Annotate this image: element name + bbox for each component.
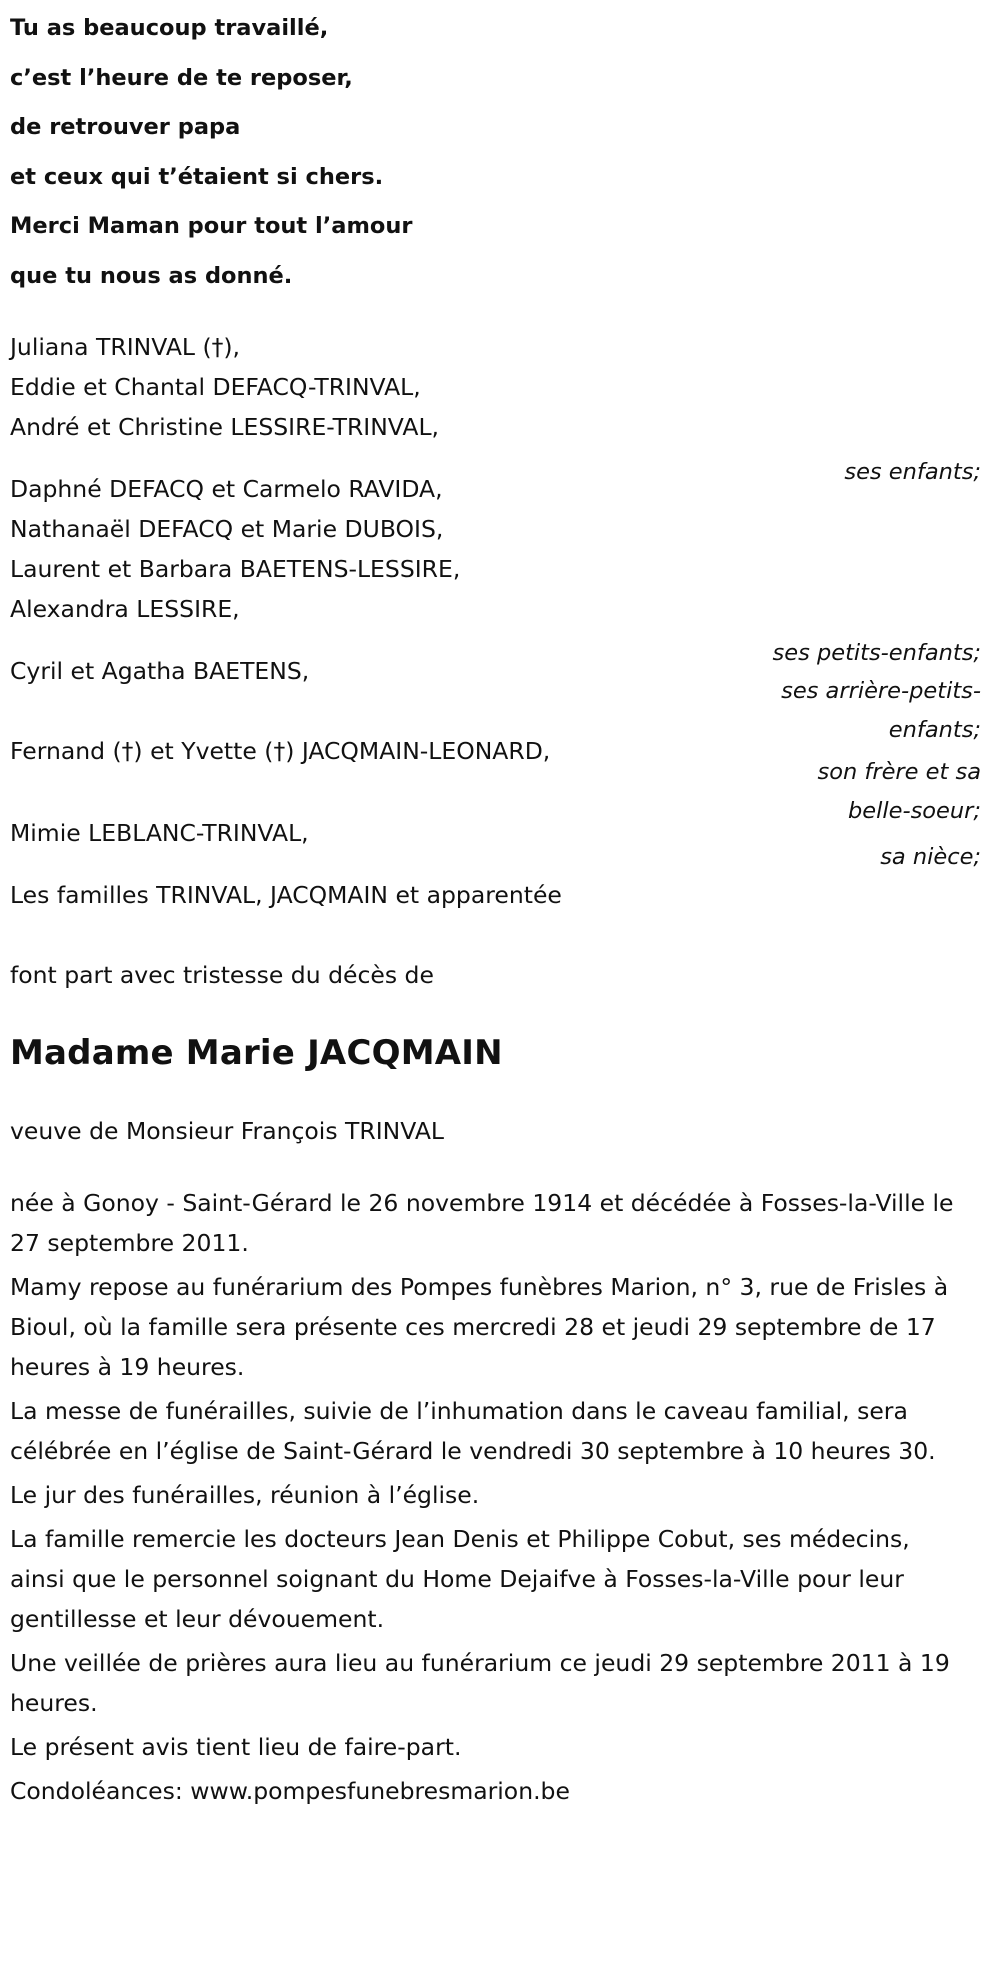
widow-of-text: veuve de Monsieur François TRINVAL xyxy=(10,1117,444,1145)
poem-line: Tu as beaucoup travaillé, xyxy=(10,15,329,41)
relationship-label-line: ses arrière-petits- xyxy=(781,678,981,704)
announcement-text: font part avec tristesse du décès de xyxy=(10,961,434,989)
relationship-label: ses petits-enfants; xyxy=(772,640,981,666)
poem-line: de retrouver papa xyxy=(10,114,241,140)
notice-paragraph: Le présent avis tient lieu de faire-part. xyxy=(10,1733,462,1761)
grandchildren-group xyxy=(10,469,1000,666)
condolences-paragraph: Condoléances: www.pompesfunebresmarion.be xyxy=(10,1777,570,1805)
obituary-notice xyxy=(0,4,1000,1982)
poem-line: c’est l’heure de te reposer, xyxy=(10,64,353,91)
details xyxy=(10,1183,1000,1811)
siblings-group xyxy=(10,731,1000,824)
families-line: Les familles TRINVAL, JACQMAIN et apparentée xyxy=(10,881,562,909)
poem-line: Merci Maman pour tout l’amour xyxy=(10,213,413,239)
family-member: Laurent et Barbara BAETENS-LESSIRE, xyxy=(10,555,461,583)
family-list xyxy=(10,327,1000,915)
meeting-paragraph: Le jur des funérailles, réunion à l’église. xyxy=(10,1481,480,1509)
children-group xyxy=(10,327,1000,485)
mass-paragraph: La messe de funérailles, suivie de l’inhumation dans le caveau familial, sera célébrée en l’église de Saint-Gérard le vendredi 30 septembre à 10 heures 30. xyxy=(10,1397,936,1465)
niece-group xyxy=(10,813,1000,875)
deceased-name: Madame Marie JACQMAIN xyxy=(10,1033,503,1073)
family-member: Eddie et Chantal DEFACQ-TRINVAL, xyxy=(10,373,421,401)
relationship-label-line: son frère et sa xyxy=(817,759,981,785)
relationship-label: sa nièce; xyxy=(880,844,981,870)
relationship-label: ses enfants; xyxy=(844,459,981,485)
family-member: Mimie LEBLANC-TRINVAL, xyxy=(10,819,309,847)
family-member: André et Christine LESSIRE-TRINVAL, xyxy=(10,413,440,441)
thanks-paragraph: La famille remercie les docteurs Jean Denis et Philippe Cobut, ses médecins, ainsi que le personnel soignant du Home Dejaifve à Fosses-la-Ville pour leur gentillesse et leur dévouement. xyxy=(10,1525,910,1633)
family-member: Alexandra LESSIRE, xyxy=(10,595,240,623)
relationship-label-line: belle-soeur; xyxy=(847,798,981,824)
birth-death-paragraph: née à Gonoy - Saint-Gérard le 26 novembre 1914 et décédée à Fosses-la-Ville le 27 septembre 2011. xyxy=(10,1189,954,1257)
family-member: Fernand (†) et Yvette (†) JACQMAIN-LEONARD, xyxy=(10,737,551,765)
poem xyxy=(10,4,1000,301)
family-member: Nathanaël DEFACQ et Marie DUBOIS, xyxy=(10,515,444,543)
family-member: Cyril et Agatha BAETENS, xyxy=(10,657,310,685)
vigil-paragraph: Une veillée de prières aura lieu au funérarium ce jeudi 29 septembre 2011 à 19 heures. xyxy=(10,1649,950,1717)
family-member: Daphné DEFACQ et Carmelo RAVIDA, xyxy=(10,475,443,503)
relationship-label-line: enfants; xyxy=(888,717,981,743)
rest-paragraph: Mamy repose au funérarium des Pompes funèbres Marion, n° 3, rue de Frisles à Bioul, où la famille sera présente ces mercredi 28 et jeudi 29 septembre de 17 heures à 19 heures. xyxy=(10,1273,949,1381)
poem-line: que tu nous as donné. xyxy=(10,262,293,289)
poem-line: et ceux qui t’étaient si chers. xyxy=(10,163,384,190)
family-member: Juliana TRINVAL (†), xyxy=(10,333,241,361)
great-grandchildren-group xyxy=(10,651,1000,743)
